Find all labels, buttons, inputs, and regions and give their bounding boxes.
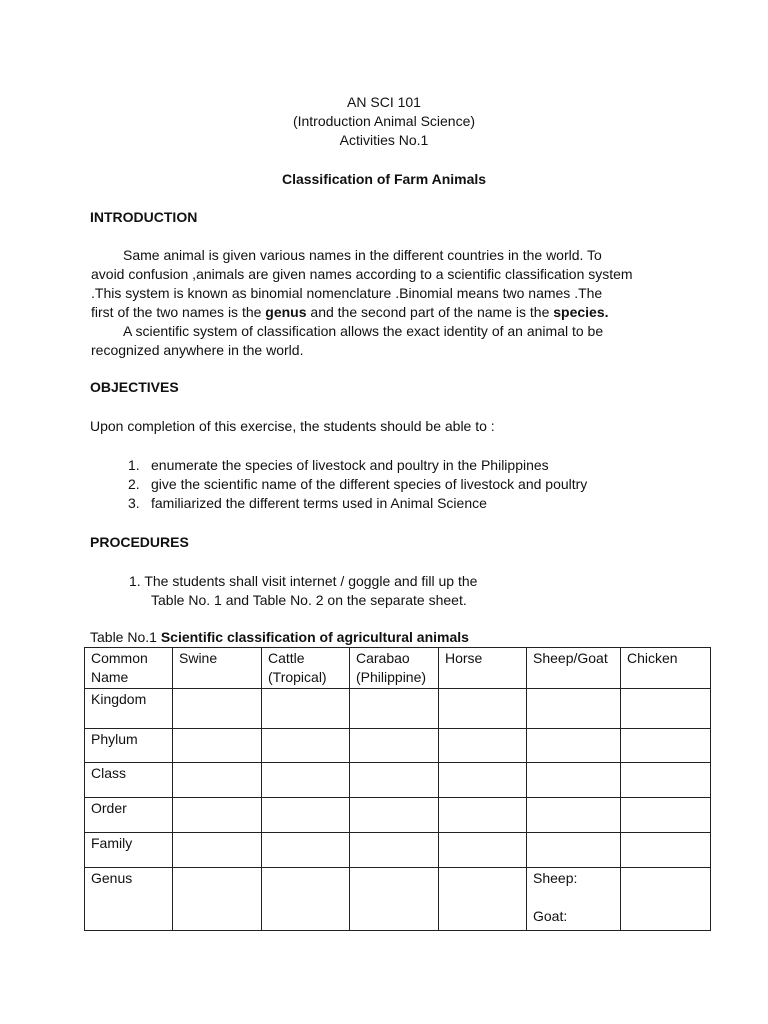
row-label-phylum: Phylum bbox=[85, 729, 173, 763]
header-line: (Philippine) bbox=[356, 669, 427, 685]
objective-item bbox=[128, 456, 549, 475]
header-horse bbox=[439, 648, 527, 689]
table-cell bbox=[439, 798, 527, 833]
header-line: Cattle bbox=[268, 650, 305, 666]
objective-number: 3. bbox=[128, 495, 140, 511]
table-caption bbox=[90, 628, 469, 647]
header-line: Chicken bbox=[627, 650, 678, 666]
objective-text: familiarized the different terms used in Animal Science bbox=[151, 495, 487, 511]
table-cell bbox=[173, 798, 262, 833]
table-row-genus bbox=[85, 868, 711, 931]
introduction-heading: INTRODUCTION bbox=[90, 209, 198, 225]
table-cell bbox=[350, 798, 439, 833]
objectives-intro: Upon completion of this exercise, the students should be able to : bbox=[90, 418, 495, 434]
table-cell bbox=[527, 729, 621, 763]
row-label-family: Family bbox=[85, 833, 173, 868]
genus-sheep-goat-cell bbox=[527, 868, 621, 931]
header-line: Carabao bbox=[356, 650, 410, 666]
table-cell bbox=[262, 763, 350, 798]
table-caption-prefix: Table No.1 bbox=[90, 629, 161, 645]
table-cell bbox=[439, 763, 527, 798]
table-cell bbox=[262, 689, 350, 729]
objective-item bbox=[128, 494, 487, 513]
table-caption-title: Scientific classification of agricultural animals bbox=[160, 629, 469, 645]
species-term: species. bbox=[553, 304, 609, 320]
table-cell bbox=[621, 833, 711, 868]
table-cell bbox=[350, 833, 439, 868]
header-common-name bbox=[85, 648, 173, 689]
table-cell bbox=[621, 689, 711, 729]
table-cell bbox=[262, 833, 350, 868]
introduction-paragraph bbox=[91, 246, 691, 360]
table-row-family bbox=[85, 833, 711, 868]
intro-line-2: avoid confusion ,animals are given names according to a scientific classification system bbox=[91, 266, 633, 282]
table-cell bbox=[621, 868, 711, 931]
genus-goat-label: Goat: bbox=[533, 908, 568, 924]
table-row-kingdom bbox=[85, 689, 711, 729]
objective-number: 1. bbox=[128, 457, 140, 473]
header-swine bbox=[173, 648, 262, 689]
table-cell bbox=[527, 689, 621, 729]
header-cattle bbox=[262, 648, 350, 689]
objectives-heading: OBJECTIVES bbox=[90, 379, 179, 395]
genus-sheep-label: Sheep: bbox=[533, 870, 578, 886]
table-cell bbox=[350, 689, 439, 729]
procedure-line-2: Table No. 1 and Table No. 2 on the separate sheet. bbox=[151, 592, 467, 608]
table-header-row bbox=[85, 648, 711, 689]
table-cell bbox=[173, 868, 262, 931]
table-cell bbox=[173, 729, 262, 763]
header-line: (Tropical) bbox=[268, 669, 327, 685]
table-cell bbox=[439, 833, 527, 868]
table-cell bbox=[621, 763, 711, 798]
objective-text: give the scientific name of the different species of livestock and poultry bbox=[151, 476, 588, 492]
objective-item bbox=[128, 475, 587, 494]
table-cell bbox=[262, 729, 350, 763]
genus-term: genus bbox=[265, 304, 307, 320]
table-cell bbox=[350, 868, 439, 931]
header-carabao bbox=[350, 648, 439, 689]
course-title: (Introduction Animal Science) bbox=[292, 113, 476, 129]
header-chicken bbox=[621, 648, 711, 689]
table-cell bbox=[439, 729, 527, 763]
row-label-order: Order bbox=[85, 798, 173, 833]
intro-line-4 bbox=[91, 303, 691, 322]
header-line: Swine bbox=[179, 650, 218, 666]
header-line: Common bbox=[91, 650, 148, 666]
row-label-genus: Genus bbox=[85, 868, 173, 931]
header-line: Sheep/Goat bbox=[533, 650, 608, 666]
table-cell bbox=[173, 689, 262, 729]
table-cell bbox=[621, 798, 711, 833]
table-cell bbox=[527, 833, 621, 868]
header-line: Name bbox=[91, 669, 129, 685]
table-cell bbox=[173, 763, 262, 798]
classification-table bbox=[84, 647, 711, 931]
table-cell bbox=[439, 689, 527, 729]
table-row-order bbox=[85, 798, 711, 833]
intro-line-4-a: first of the two names is the bbox=[91, 304, 266, 320]
header-line: Horse bbox=[445, 650, 483, 666]
table-cell bbox=[262, 868, 350, 931]
course-code: AN SCI 101 bbox=[347, 94, 421, 110]
row-label-kingdom: Kingdom bbox=[85, 689, 173, 729]
procedure-line-1: 1. The students shall visit internet / goggle and fill up the bbox=[129, 573, 478, 589]
intro-line-1: Same animal is given various names in the different countries in the world. To bbox=[123, 247, 602, 263]
table-cell bbox=[173, 833, 262, 868]
procedures-heading: PROCEDURES bbox=[90, 534, 189, 550]
table-cell bbox=[439, 868, 527, 931]
table-cell bbox=[350, 763, 439, 798]
table-cell bbox=[350, 729, 439, 763]
intro-line-3: .This system is known as binomial nomenclature .Binomial means two names .The bbox=[91, 285, 603, 301]
intro-line-4-b: and the second part of the name is the bbox=[306, 304, 554, 320]
table-cell bbox=[527, 763, 621, 798]
table-cell bbox=[527, 798, 621, 833]
row-label-class: Class bbox=[85, 763, 173, 798]
table-cell bbox=[262, 798, 350, 833]
table-row-class bbox=[85, 763, 711, 798]
header-sheep-goat bbox=[527, 648, 621, 689]
intro-line-5: A scientific system of classification allows the exact identity of an animal to be bbox=[123, 323, 604, 339]
activity-number: Activities No.1 bbox=[339, 132, 429, 148]
table-row-phylum bbox=[85, 729, 711, 763]
document-title: Classification of Farm Animals bbox=[281, 171, 487, 187]
objective-number: 2. bbox=[128, 476, 140, 492]
table-cell bbox=[621, 729, 711, 763]
intro-line-6: recognized anywhere in the world. bbox=[91, 342, 304, 358]
objective-text: enumerate the species of livestock and poultry in the Philippines bbox=[151, 457, 549, 473]
